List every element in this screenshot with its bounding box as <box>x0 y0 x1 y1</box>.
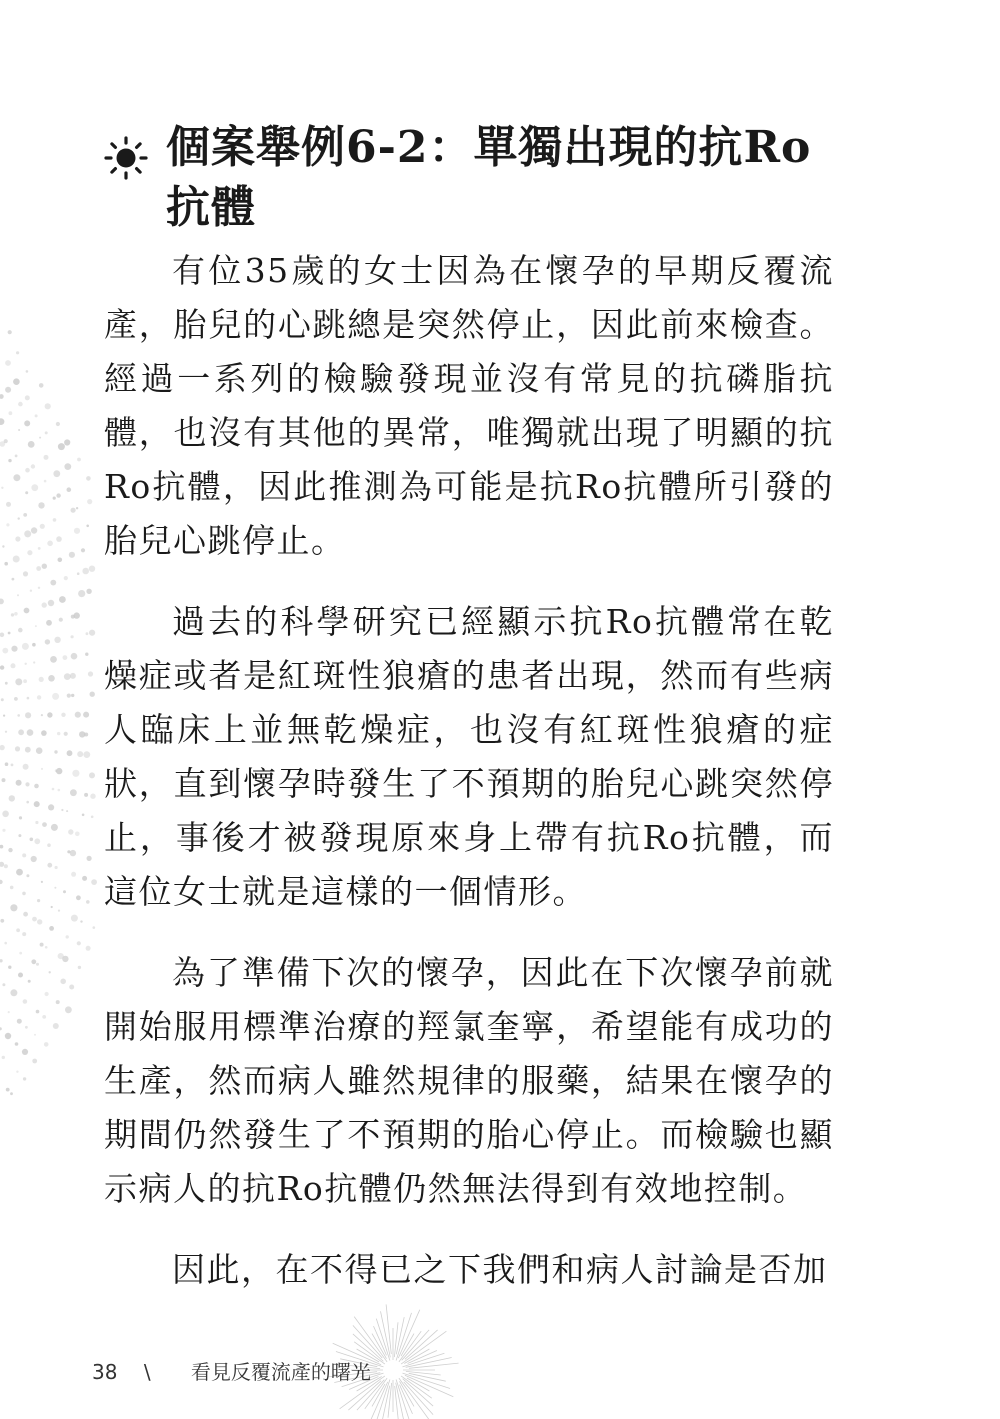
book-title: 看見反覆流產的曙光 <box>190 1360 371 1384</box>
sun-icon <box>104 136 148 180</box>
footer-separator: \ <box>143 1360 151 1384</box>
page-number: 38 <box>92 1360 118 1384</box>
paragraph-3: 為了準備下次的懷孕，因此在下次懷孕前就開始服用標準治療的羥氯奎寧，希望能有成功的生產，然而病人雖然規律的服藥，結果在懷孕的期間仍然發生了不預期的胎心停止。而檢驗也顯示病人的抗Ro抗體仍然無法得到有效地控制。 <box>104 953 834 1208</box>
paragraph-4: 因此，在不得已之下我們和病人討論是否加 <box>172 1250 828 1289</box>
body-text <box>104 244 834 1324</box>
section-heading <box>104 118 864 238</box>
page-footer <box>92 1356 371 1385</box>
section-title: 個案舉例6-2：單獨出現的抗Ro抗體 <box>166 122 812 233</box>
paragraph-1: 有位35歲的女士因為在懷孕的早期反覆流產，胎兒的心跳總是突然停止，因此前來檢查。經過一系列的檢驗發現並沒有常見的抗磷脂抗體，也沒有其他的異常，唯獨就出現了明顯的抗Ro抗體，因此推測為可能是抗Ro抗體所引發的胎兒心跳停止。 <box>104 251 834 560</box>
paragraph-2: 過去的科學研究已經顯示抗Ro抗體常在乾燥症或者是紅斑性狼瘡的患者出現，然而有些病人臨床上並無乾燥症，也沒有紅斑性狼瘡的症狀，直到懷孕時發生了不預期的胎兒心跳突然停止，事後才被發現原來身上帶有抗Ro抗體，而這位女士就是這樣的一個情形。 <box>104 602 834 911</box>
